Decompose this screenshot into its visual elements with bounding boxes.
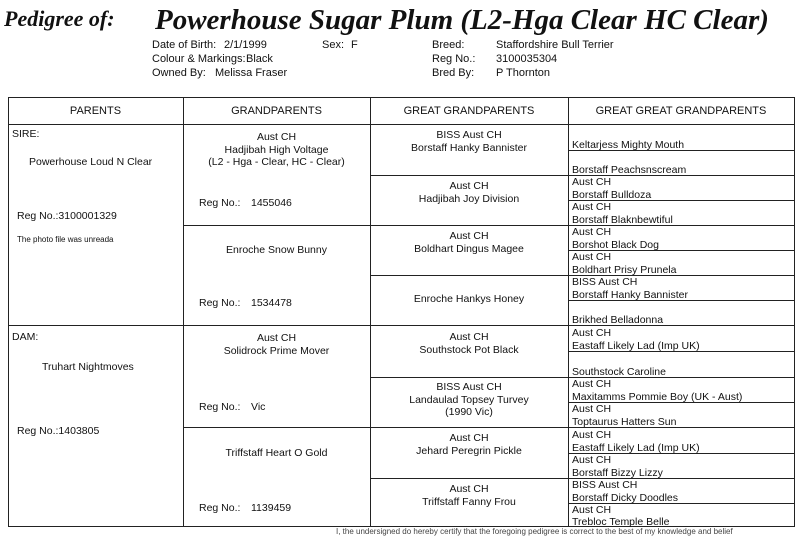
great-grandparent-5 xyxy=(370,331,568,356)
ggg-15-title: BISS Aust CH xyxy=(572,479,638,491)
ggg-6-name: Boldhart Prisy Prunela xyxy=(572,264,677,276)
ggg-2-name: Borstaff Peachsnscream xyxy=(572,164,687,176)
grandparent-4 xyxy=(183,447,370,460)
grandparent-3-reg: Vic xyxy=(251,401,266,413)
ggg-6-title: Aust CH xyxy=(572,251,612,263)
great-grandparent-7-name: Jehard Peregrin Pickle xyxy=(416,444,522,457)
great-grandparent-8-title: Aust CH xyxy=(449,483,489,495)
bred-value: P Thornton xyxy=(496,67,551,79)
great-grandparent-5-title: Aust CH xyxy=(449,331,489,343)
pedigree-label: Pedigree of: xyxy=(4,6,115,31)
great-grandparent-6-note: (1990 Vic) xyxy=(445,406,493,418)
grandparent-1-reg-label: Reg No.: xyxy=(199,197,241,209)
sire-reg: Reg No.:3100001329 xyxy=(17,210,117,222)
grandparent-1-clearance: (L2 - Hga - Clear, HC - Clear) xyxy=(208,156,345,168)
great-grandparent-4 xyxy=(370,293,568,306)
ggg-10-name: Southstock Caroline xyxy=(572,366,666,378)
breed-label: Breed: xyxy=(432,39,465,51)
grandparent-1-reg: 1455046 xyxy=(251,197,292,209)
great-grandparent-2-title: Aust CH xyxy=(449,180,489,192)
great-grandparent-7 xyxy=(370,432,568,457)
great-grandparent-3 xyxy=(370,230,568,255)
great-grandparent-6-name: Landaulad Topsey Turvey xyxy=(409,393,529,406)
grandparent-1-name: Hadjibah High Voltage xyxy=(224,143,329,156)
great-grandparent-6-title: BISS Aust CH xyxy=(436,381,502,393)
dob-label: Date of Birth: xyxy=(152,39,217,51)
ggg-3-name: Borstaff Bulldoza xyxy=(572,189,652,201)
grandparent-2-reg-label: Reg No.: xyxy=(199,297,241,309)
grandparent-1 xyxy=(183,131,370,169)
grandparent-3-reg-label: Reg No.: xyxy=(199,401,241,413)
photo-missing-note: The photo file was unreada xyxy=(17,235,114,244)
breed-value: Staffordshire Bull Terrier xyxy=(496,39,614,51)
ggg-7-title: BISS Aust CH xyxy=(572,276,638,288)
reg-label: Reg No.: xyxy=(432,53,476,65)
ggg-8-name: Brikhed Belladonna xyxy=(572,314,664,326)
sire-name: Powerhouse Loud N Clear xyxy=(29,156,153,168)
ggg-5-name: Borshot Black Dog xyxy=(572,239,659,251)
ggg-14-name: Borstaff Bizzy Lizzy xyxy=(572,467,663,479)
ggg-5-title: Aust CH xyxy=(572,226,612,238)
ggg-4-name: Borstaff Blaknbewtiful xyxy=(572,214,673,226)
great-grandparent-8 xyxy=(370,483,568,508)
dam-name: Truhart Nightmoves xyxy=(42,361,134,373)
great-grandparent-1-name: Borstaff Hanky Bannister xyxy=(411,141,527,154)
grandparent-3 xyxy=(183,332,370,357)
ggg-3-title: Aust CH xyxy=(572,176,612,188)
grandparent-4-name: Triffstaff Heart O Gold xyxy=(225,447,328,459)
ggg-11-title: Aust CH xyxy=(572,378,612,390)
ggg-4-title: Aust CH xyxy=(572,201,612,213)
ggg-14-title: Aust CH xyxy=(572,454,612,466)
ggg-7-name: Borstaff Hanky Bannister xyxy=(572,289,688,301)
column-header-parents: PARENTS xyxy=(69,105,122,117)
certification-note: I, the undersigned do hereby certify that the foregoing pedigree is correct to the best of my knowledge and belief xyxy=(336,527,733,536)
ggg-13-name: Eastaff Likely Lad (Imp UK) xyxy=(572,442,700,454)
grandparent-1-title: Aust CH xyxy=(256,131,297,143)
column-header-grandparents: GRANDPARENTS xyxy=(231,105,322,117)
ggg-13-title: Aust CH xyxy=(572,429,612,441)
dob-value: 2/1/1999 xyxy=(224,39,267,51)
grandparent-2-name: Enroche Snow Bunny xyxy=(226,244,327,256)
ggg-12-name: Toptaurus Hatters Sun xyxy=(572,416,677,428)
ggg-15-name: Borstaff Dicky Doodles xyxy=(572,492,679,504)
dam-label: DAM: xyxy=(12,331,39,343)
great-grandparent-4-name: Enroche Hankys Honey xyxy=(413,293,525,305)
reg-value: 3100035304 xyxy=(496,53,558,65)
ggg-16-name: Trebloc Temple Belle xyxy=(572,516,670,528)
sire-label: SIRE: xyxy=(12,128,40,140)
grandparent-2 xyxy=(183,244,370,257)
bred-label: Bred By: xyxy=(432,67,475,79)
dog-name-title: Powerhouse Sugar Plum (L2-Hga Clear HC Clear) xyxy=(155,4,769,36)
sex-label: Sex: xyxy=(322,39,345,51)
great-grandparent-2-name: Hadjibah Joy Division xyxy=(418,192,520,205)
ggg-16-title: Aust CH xyxy=(572,504,612,516)
ggg-11-name: Maxitamms Pommie Boy (UK - Aust) xyxy=(572,391,743,403)
great-grandparent-6 xyxy=(370,381,568,419)
great-grandparent-7-title: Aust CH xyxy=(449,432,489,444)
great-grandparent-5-name: Southstock Pot Black xyxy=(419,343,519,356)
great-grandparent-3-name: Boldhart Dingus Magee xyxy=(414,242,524,255)
column-header-great-great-grandparents: GREAT GREAT GRANDPARENTS xyxy=(595,105,767,117)
grandparent-4-reg: 1139459 xyxy=(251,502,292,514)
grandparent-3-name: Solidrock Prime Mover xyxy=(223,344,330,357)
grandparent-3-title: Aust CH xyxy=(256,332,297,344)
great-grandparent-2 xyxy=(370,180,568,205)
owned-label: Owned By: xyxy=(152,67,206,79)
ggg-9-title: Aust CH xyxy=(572,327,612,339)
sex-value: F xyxy=(351,39,358,51)
great-grandparent-3-title: Aust CH xyxy=(449,230,489,242)
grandparent-2-reg: 1534478 xyxy=(251,297,292,309)
ggg-12-title: Aust CH xyxy=(572,403,612,415)
ggg-9-name: Eastaff Likely Lad (Imp UK) xyxy=(572,340,700,352)
great-grandparent-1-title: BISS Aust CH xyxy=(436,129,502,141)
great-grandparent-8-name: Triffstaff Fanny Frou xyxy=(422,495,516,508)
great-grandparent-1 xyxy=(370,129,568,154)
ggg-1-name: Keltarjess Mighty Mouth xyxy=(572,139,685,151)
owned-value: Melissa Fraser xyxy=(215,67,288,79)
colour-label: Colour & Markings: xyxy=(152,53,246,65)
grandparent-4-reg-label: Reg No.: xyxy=(199,502,241,514)
column-header-great-grandparents: GREAT GRANDPARENTS xyxy=(403,105,535,117)
colour-value: Black xyxy=(246,53,273,65)
dam-reg: Reg No.:1403805 xyxy=(17,425,100,437)
